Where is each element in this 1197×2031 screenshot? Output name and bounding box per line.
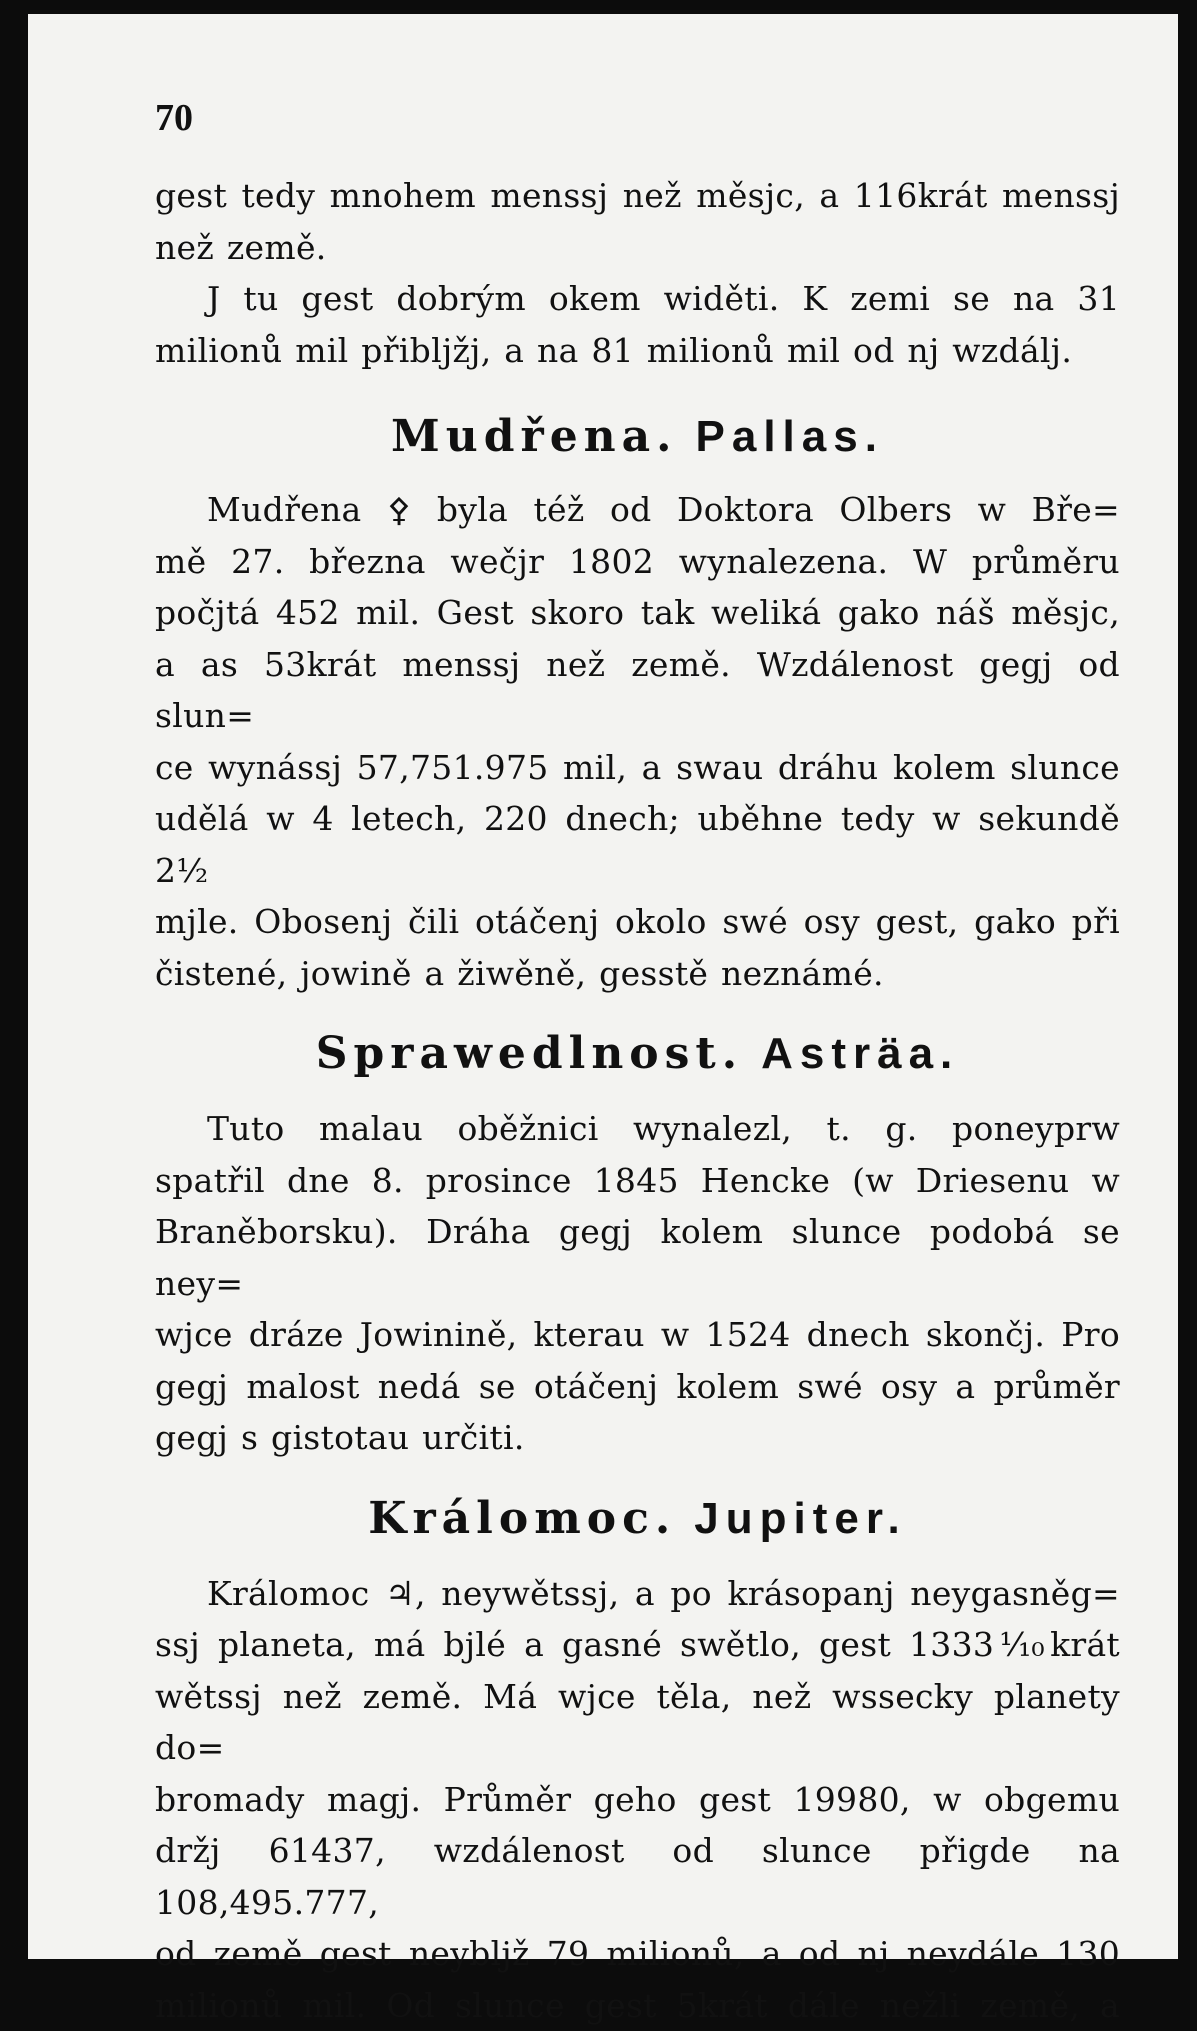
text-line: spatřil dne 8. prosince 1845 Hencke (w Driesenu w xyxy=(155,1155,1120,1207)
paragraph-1 xyxy=(155,170,1120,273)
book-page xyxy=(28,14,1178,1959)
text-line: ce wynássj 57,751.975 mil, a swau dráhu kolem slunce xyxy=(155,742,1120,794)
section-heading-astraea xyxy=(155,1021,1120,1087)
text-line: gest tedy mnohem menssj než měsjc, a 116krát menssj xyxy=(155,170,1120,222)
heading-czech: Králomoc. xyxy=(368,1493,676,1544)
text-line: čistené, jowině a žiwěně, gesstě neznámé. xyxy=(155,948,1120,1000)
text-line: ssj planeta, má bjlé a gasné swětlo, gest 1333⅒krát xyxy=(155,1619,1120,1671)
text-line: gegj s gistotau určiti. xyxy=(155,1412,1120,1464)
section-heading-jupiter xyxy=(155,1486,1120,1552)
text-line: než země. xyxy=(155,222,1120,274)
text-line: Braněborsku). Dráha gegj kolem slunce podobá se ney= xyxy=(155,1206,1120,1309)
text-line: milionů mil. Od slunce gest 5krát dále nežli země, a xyxy=(155,1980,1120,2031)
paragraph-astraea xyxy=(155,1103,1120,1464)
heading-latin: Pallas. xyxy=(696,412,884,461)
text-line: milionů mil přibljžj, a na 81 milionů mil od nj wzdálj. xyxy=(155,325,1120,377)
page-number: 70 xyxy=(155,96,1120,140)
text-line: počjtá 452 mil. Gest skoro tak weliká gako náš měsjc, xyxy=(155,587,1120,639)
text-line: gegj malost nedá se otáčenj kolem swé osy a průměr xyxy=(155,1361,1120,1413)
text-line: wjce dráze Jowinině, kterau w 1524 dnech skončj. Pro xyxy=(155,1309,1120,1361)
text-line: J tu gest dobrým okem widěti. K zemi se na 31 xyxy=(155,273,1120,325)
text-line: Tuto malau oběžnici wynalezl, t. g. poneyprw xyxy=(155,1103,1120,1155)
text-line: mě 27. března wečjr 1802 wynalezena. W průměru xyxy=(155,536,1120,588)
heading-latin: Asträa. xyxy=(761,1029,959,1078)
section-heading-pallas xyxy=(155,404,1120,470)
paragraph-jupiter xyxy=(155,1568,1120,2031)
text-line: udělá w 4 letech, 220 dnech; uběhne tedy w sekundě 2½ xyxy=(155,793,1120,896)
text-line: bromady magj. Průměr geho gest 19980, w obgemu xyxy=(155,1774,1120,1826)
heading-czech: Sprawedlnost. xyxy=(316,1028,743,1079)
text-line: od země gest neyblјž 79 milionů, a od nj neydále 130 xyxy=(155,1928,1120,1980)
text-line: Mudřena ⚴ byla též od Doktora Olbers w Bře= xyxy=(155,484,1120,536)
heading-latin: Jupiter. xyxy=(694,1494,907,1543)
text-line: držj 61437, wzdálenost od slunce přigde na 108,495.777, xyxy=(155,1825,1120,1928)
text-line: mjle. Obosenj čili otáčenj okolo swé osy gest, gako při xyxy=(155,896,1120,948)
text-line: a as 53krát menssj než země. Wzdálenost gegj od slun= xyxy=(155,639,1120,742)
text-line: wětssj než země. Má wjce těla, než wssecky planety do= xyxy=(155,1671,1120,1774)
text-line: Králomoc ♃, neywětssj, a po krásopanj neygasněg= xyxy=(155,1568,1120,1620)
heading-czech: Mudřena. xyxy=(391,411,677,462)
paragraph-2 xyxy=(155,273,1120,376)
paragraph-pallas xyxy=(155,484,1120,999)
